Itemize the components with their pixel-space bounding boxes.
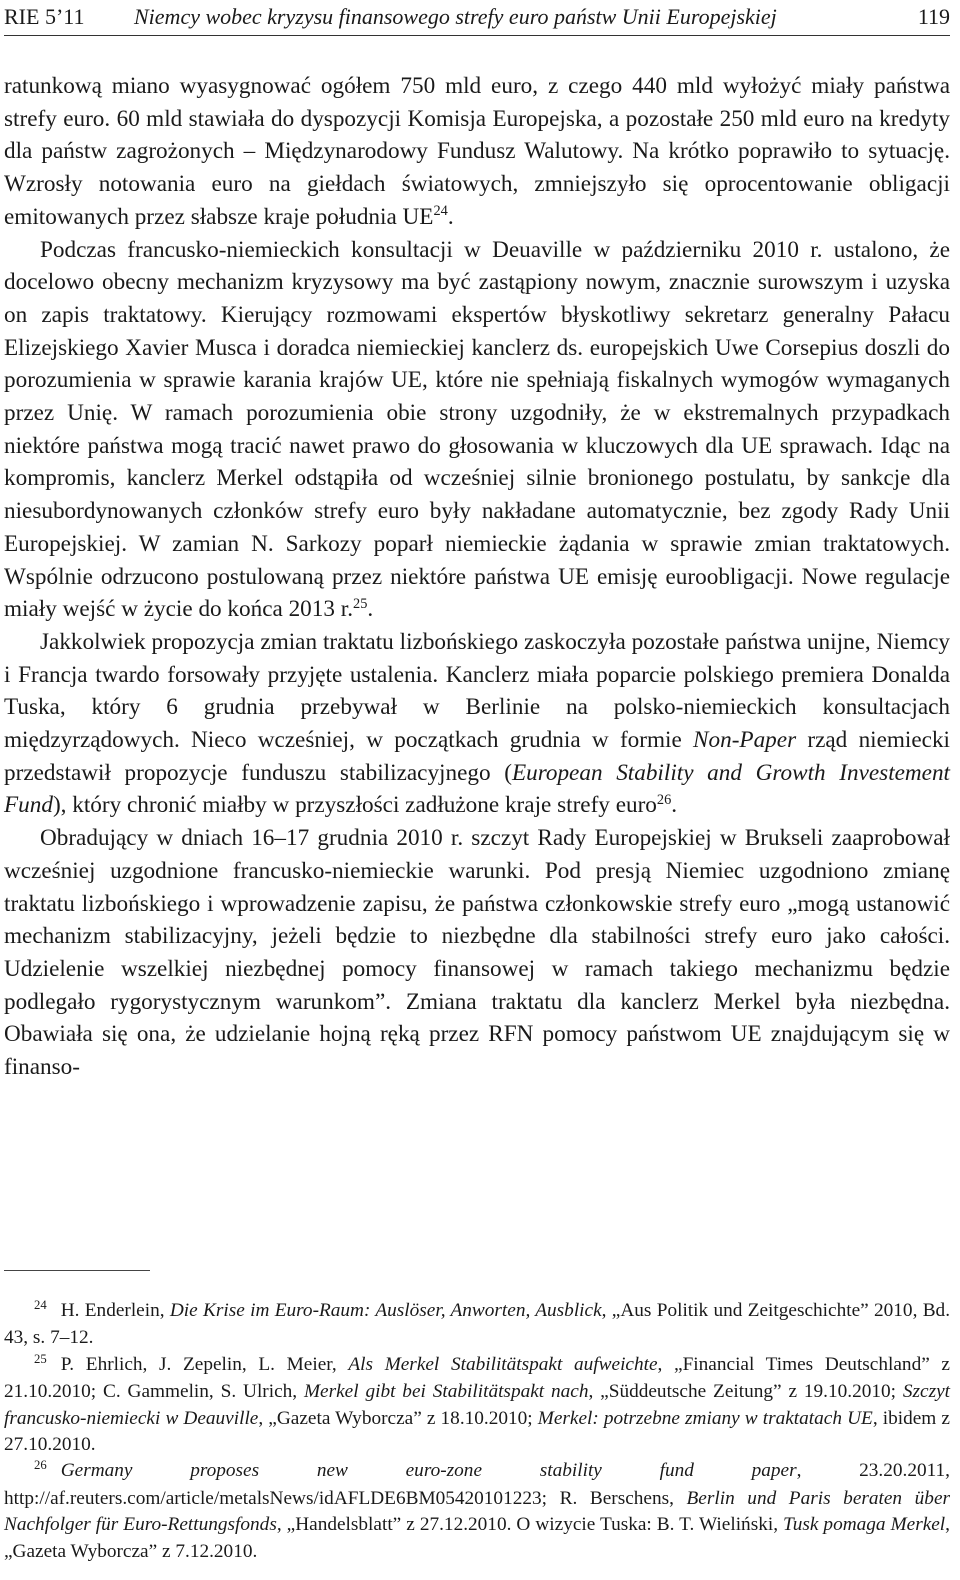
footnote-25-title-1: Als Merkel Stabilitätspakt aufweichte: [348, 1353, 658, 1375]
footnote-25-text-d: , „Gazeta Wyborcza” z 18.10.2010;: [258, 1407, 538, 1429]
footnote-number: 24: [34, 1298, 47, 1312]
footnote-25: [4, 1352, 950, 1459]
footnote-25-title-2: Merkel gibt bei Stabilitätspakt nach: [303, 1381, 589, 1403]
footnote-26-text-a: , 23.20.2011, http://af.reuters.com/article/metalsNews/idAFLDE6BM05420101223; R. Berschens,: [4, 1460, 950, 1509]
footnote-number: 26: [34, 1458, 47, 1473]
footnote-26-text-b: , „Handelsblatt” z 27.12.2010. O wizycie Tuska: B. T. Wieliński,: [276, 1514, 784, 1536]
paragraph-2: [4, 234, 950, 626]
paragraph-4: Obradujący w dniach 16–17 grudnia 2010 r. szczyt Rady Europejskiej w Brukseli zaaprobował wcześniej uzgodnione francusko-niemieckie warunki. Pod presją Niemiec uzgodniono zmianę traktatu lizbońskiego i wprowadzenie zapisu, że państwa członkowskie strefy euro „mogą ustanowić mechanizm stabilizacyjny, jeżeli będzie to niezbędne dla stabilności strefy euro jako całości. Udzielenie wszelkiej niezbędnej pomocy finansowej w ramach takiego mechanizmu będzie podlegało rygorystycznym warunkom”. Zmiana traktatu dla kanclerz Merkel była niezbędna. Obawiała się ona, że udzielanie hojną ręką przez RFN pomocy państwom UE znajdującym się w finanso-: [4, 825, 950, 1081]
paragraph-2-text: Podczas francusko-niemieckich konsultacji w Deuaville w październiku 2010 r. ustalono, że docelowo obecny mechanizm kryzysowy ma być zastąpiony nowym, znacznie surowszym i uzyska on zapis traktatowy. Kierujący rozmowami ekspertów błyskotliwy sekretarz generalny Pałacu Elizejskiego Xavier Musca i doradca niemieckiej kanclerz ds. europejskich Uwe Corsepius doszli do porozumienia w sprawie karania krajów UE, które nie spełniają fiskalnych wymogów wymaganych przez Unię. W ramach porozumienia obie strony uzgodniły, że w ekstremalnych przypadkach niektóre państwa mogą tracić nawet prawo do głosowania w kluczowych dla UE sprawach. Idąc na kompromis, kanclerz Merkel odstąpiła od wcześniej silnie bronionego postulatu, by sankcje dla niesubordynowanych członków strefy euro były nakładane automatycznie, bez zgody Rady Unii Europejskiej. W zamian N. Sarkozy poparł niemieckie żądania w sprawie zmian traktatowych. Wspólnie odrzucono postulowaną przez niektóre państwa UE emisję euroobligacji. Nowe regulacje miały wejść w życie do końca 2013 r.: [4, 236, 950, 623]
main-text: [4, 70, 950, 1084]
footnote-rule: [4, 1270, 150, 1271]
footnote-25-text-a: P. Ehrlich, J. Zepelin, L. Meier,: [60, 1353, 349, 1375]
footnote-25-title-3: Szczyt francusko-niemiecki w Deauville: [4, 1381, 950, 1429]
footnote-26: [4, 1458, 950, 1565]
paragraph-1-end: .: [447, 203, 454, 230]
footnote-ref-25[interactable]: 25: [353, 595, 368, 612]
paragraph-3-italic-nonpaper: Non-Paper: [693, 727, 797, 754]
page-header: [4, 2, 950, 34]
footnote-26-text-c: , „Gazeta Wyborcza” z 7.12.2010.: [4, 1514, 950, 1562]
paragraph-3: [4, 626, 950, 822]
footnote-26-title-3: Tusk pomaga Merkel: [783, 1514, 946, 1536]
footnote-25-text-b: , „Financial Times Deutschland” z 21.10.2010; C. Gammelin, S. Ulrich,: [4, 1353, 950, 1403]
paragraph-3-text-c: ), który chronić miałby w przyszłości zadłużone kraje strefy euro: [52, 792, 657, 819]
running-title: Niemcy wobec kryzysu finansowego strefy euro państw Unii Europejskiej: [134, 4, 777, 29]
footnote-ref-24[interactable]: 24: [433, 203, 448, 220]
paragraph-3-end: .: [671, 792, 678, 819]
page-number: 119: [917, 4, 950, 29]
footnote-24: [4, 1298, 950, 1352]
paragraph-3-text-a: Jakkolwiek propozycja zmian traktatu lizbońskiego zaskoczyła pozostałe państwa unijne, Niemcy i Francja twardo forsowały przyjęte ustalenia. Kanclerz miała poparcie polskiego premiera Donalda Tuska, który 6 grudnia przebywał w Berlinie na polsko-niemieckich konsultacjach międzyrządowych. Nieco wcześniej, w początkach grudnia w formie: [4, 628, 950, 754]
paragraph-3-italic-fund: European Stability and Growth Investement Fund: [4, 759, 951, 819]
paragraph-1-text: ratunkową miano wyasygnować ogółem 750 mld euro, z czego 440 mld wyłożyć miały państwa strefy euro. 60 mld stawiała do dyspozycji Komisja Europejska, a pozostałe 250 mld euro na kredyty dla państw zagrożonych – Międzynarodowy Fundusz Walutowy. Na krótko poprawiło to sytuację. Wzrosły notowania euro na giełdach światowych, zmniejszyło się oprocentowanie obligacji emitowanych przez słabsze kraje południa UE: [4, 73, 950, 230]
footnote-25-title-4: Merkel: potrzebne zmiany w traktatach UE: [537, 1407, 873, 1429]
paragraph-3-text-b: rząd niemiecki przedstawił propozycje funduszu stabilizacyjnego (: [4, 727, 950, 786]
header-rule: [4, 35, 950, 36]
footnote-number: 25: [34, 1351, 47, 1366]
footnote-ref-26[interactable]: 26: [656, 791, 672, 808]
footnote-25-text-c: , „Süddeutsche Zeitung” z 19.10.2010;: [588, 1381, 903, 1403]
footnote-26-title-2: Berlin und Paris beraten über Nachfolger für Euro-Rettungsfonds: [4, 1487, 951, 1536]
footnote-24-title: Die Krise im Euro-Raum: Auslöser, Anworten, Ausblick: [169, 1300, 602, 1321]
paragraph-1: [4, 70, 950, 234]
footnotes: [4, 1298, 950, 1565]
paragraph-2-end: .: [367, 596, 374, 623]
journal-name: RIE 5’11: [4, 4, 85, 29]
footnote-26-title-1: Germany proposes new euro-zone stability fund paper: [60, 1460, 797, 1482]
footnote-25-text-e: , ibidem z 27.10.2010.: [4, 1407, 950, 1456]
footnote-24-text-b: , „Aus Politik und Zeitgeschichte” 2010, Bd. 43, s. 7–12.: [4, 1300, 951, 1349]
footnote-24-text-a: H. Enderlein,: [60, 1300, 170, 1321]
